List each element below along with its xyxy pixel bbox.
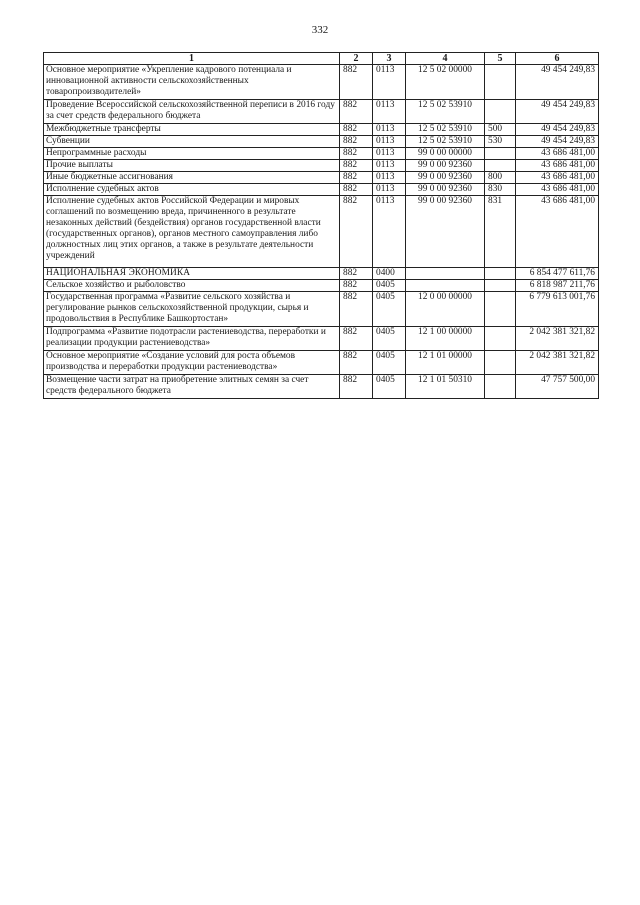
cell-vr: 800 — [485, 172, 516, 184]
cell-sum: 43 686 481,00 — [516, 172, 599, 184]
budget-table — [43, 52, 599, 399]
cell-ved: 882 — [340, 280, 373, 292]
cell-ved: 882 — [340, 100, 373, 124]
cell-sum: 2 042 381 321,82 — [516, 327, 599, 351]
table-row — [44, 375, 599, 399]
cell-csr: 12 5 02 53910 — [406, 124, 485, 136]
cell-name: Основное мероприятие «Укрепление кадрового потенциала и инновационной активности сельскохозяйственных товаропроизводителей» — [44, 65, 340, 100]
table-row — [44, 160, 599, 172]
cell-rzpr: 0405 — [373, 375, 406, 399]
cell-name: Проведение Всероссийской сельскохозяйственной переписи в 2016 году за счет средств федерального бюджета — [44, 100, 340, 124]
cell-name: Непрограммные расходы — [44, 148, 340, 160]
table-header — [44, 53, 599, 65]
cell-vr: 830 — [485, 184, 516, 196]
cell-vr — [485, 100, 516, 124]
cell-ved: 882 — [340, 351, 373, 375]
cell-csr: 12 0 00 00000 — [406, 292, 485, 327]
header-col-5: 5 — [485, 53, 516, 65]
cell-name: Основное мероприятие «Создание условий для роста объемов производства и переработки продукции растениеводства» — [44, 351, 340, 375]
cell-sum: 43 686 481,00 — [516, 148, 599, 160]
cell-ved: 882 — [340, 124, 373, 136]
cell-ved: 882 — [340, 65, 373, 100]
cell-rzpr: 0405 — [373, 351, 406, 375]
table-row — [44, 172, 599, 184]
cell-ved: 882 — [340, 268, 373, 280]
header-row — [44, 53, 599, 65]
page-number: 332 — [311, 24, 329, 36]
table-row — [44, 65, 599, 100]
table-row — [44, 124, 599, 136]
cell-rzpr: 0113 — [373, 100, 406, 124]
header-col-4: 4 — [406, 53, 485, 65]
cell-name: Возмещение части затрат на приобретение элитных семян за счет средств федерального бюджета — [44, 375, 340, 399]
cell-ved: 882 — [340, 160, 373, 172]
cell-vr — [485, 65, 516, 100]
cell-name: Субвенции — [44, 136, 340, 148]
cell-rzpr: 0113 — [373, 136, 406, 148]
cell-ved: 882 — [340, 136, 373, 148]
cell-vr — [485, 327, 516, 351]
table-row — [44, 148, 599, 160]
cell-rzpr: 0405 — [373, 280, 406, 292]
cell-sum: 49 454 249,83 — [516, 136, 599, 148]
cell-csr: 99 0 00 00000 — [406, 148, 485, 160]
table-row — [44, 351, 599, 375]
table-body — [44, 65, 599, 399]
table-row — [44, 196, 599, 268]
cell-csr: 12 1 01 50310 — [406, 375, 485, 399]
cell-name: Исполнение судебных актов — [44, 184, 340, 196]
cell-name: Иные бюджетные ассигнования — [44, 172, 340, 184]
table-row — [44, 184, 599, 196]
cell-sum: 43 686 481,00 — [516, 196, 599, 268]
cell-ved: 882 — [340, 148, 373, 160]
cell-vr: 831 — [485, 196, 516, 268]
header-col-1: 1 — [44, 53, 340, 65]
cell-csr: 99 0 00 92360 — [406, 184, 485, 196]
cell-ved: 882 — [340, 184, 373, 196]
cell-csr: 12 1 00 00000 — [406, 327, 485, 351]
cell-csr — [406, 280, 485, 292]
cell-rzpr: 0400 — [373, 268, 406, 280]
cell-csr: 99 0 00 92360 — [406, 172, 485, 184]
cell-sum: 49 454 249,83 — [516, 65, 599, 100]
table-row — [44, 280, 599, 292]
cell-vr — [485, 280, 516, 292]
cell-csr: 12 1 01 00000 — [406, 351, 485, 375]
cell-name: Подпрограмма «Развитие подотрасли растениеводства, переработки и реализации продукции растениеводства» — [44, 327, 340, 351]
cell-vr: 530 — [485, 136, 516, 148]
cell-name: Исполнение судебных актов Российской Федерации и мировых соглашений по возмещению вреда, причиненного в результате незаконных действий (бездействия) органов государственной власти (государственных органов), органов местного самоуправления либо должностных лиц этих органов, а также в результате деятельности учреждений — [44, 196, 340, 268]
cell-name: Сельское хозяйство и рыболовство — [44, 280, 340, 292]
cell-sum: 43 686 481,00 — [516, 160, 599, 172]
cell-name: НАЦИОНАЛЬНАЯ ЭКОНОМИКА — [44, 268, 340, 280]
cell-rzpr: 0113 — [373, 124, 406, 136]
cell-ved: 882 — [340, 172, 373, 184]
cell-rzpr: 0113 — [373, 65, 406, 100]
cell-csr: 12 5 02 00000 — [406, 65, 485, 100]
cell-sum: 43 686 481,00 — [516, 184, 599, 196]
cell-csr: 99 0 00 92360 — [406, 160, 485, 172]
cell-rzpr: 0113 — [373, 148, 406, 160]
cell-vr — [485, 148, 516, 160]
cell-sum: 6 854 477 611,76 — [516, 268, 599, 280]
cell-vr — [485, 268, 516, 280]
cell-csr: 99 0 00 92360 — [406, 196, 485, 268]
header-col-3: 3 — [373, 53, 406, 65]
cell-ved: 882 — [340, 327, 373, 351]
cell-sum: 6 818 987 211,76 — [516, 280, 599, 292]
cell-vr — [485, 351, 516, 375]
cell-name: Межбюджетные трансферты — [44, 124, 340, 136]
table-row — [44, 268, 599, 280]
table-row — [44, 327, 599, 351]
cell-name: Государственная программа «Развитие сельского хозяйства и регулирование рынков сельскохозяйственной продукции, сырья и продовольствия в Республике Башкортостан» — [44, 292, 340, 327]
table-row — [44, 100, 599, 124]
cell-name: Прочие выплаты — [44, 160, 340, 172]
cell-rzpr: 0113 — [373, 184, 406, 196]
cell-ved: 882 — [340, 292, 373, 327]
cell-vr — [485, 292, 516, 327]
cell-sum: 6 779 613 001,76 — [516, 292, 599, 327]
cell-ved: 882 — [340, 196, 373, 268]
cell-csr — [406, 268, 485, 280]
header-col-2: 2 — [340, 53, 373, 65]
cell-vr — [485, 375, 516, 399]
cell-rzpr: 0405 — [373, 327, 406, 351]
cell-sum: 47 757 500,00 — [516, 375, 599, 399]
table-row — [44, 292, 599, 327]
cell-rzpr: 0405 — [373, 292, 406, 327]
cell-csr: 12 5 02 53910 — [406, 136, 485, 148]
cell-vr: 500 — [485, 124, 516, 136]
cell-sum: 49 454 249,83 — [516, 124, 599, 136]
cell-sum: 2 042 381 321,82 — [516, 351, 599, 375]
cell-csr: 12 5 02 53910 — [406, 100, 485, 124]
cell-vr — [485, 160, 516, 172]
cell-ved: 882 — [340, 375, 373, 399]
cell-rzpr: 0113 — [373, 160, 406, 172]
cell-rzpr: 0113 — [373, 196, 406, 268]
header-col-6: 6 — [516, 53, 599, 65]
cell-rzpr: 0113 — [373, 172, 406, 184]
table-row — [44, 136, 599, 148]
cell-sum: 49 454 249,83 — [516, 100, 599, 124]
